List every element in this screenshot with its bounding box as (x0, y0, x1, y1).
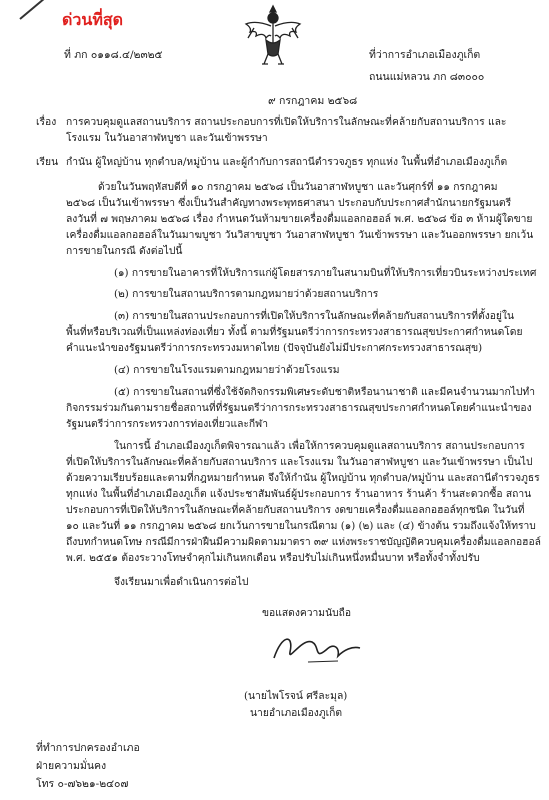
signatory-name: (นายไพโรจน์ ศรีละมุล) (244, 690, 348, 702)
signature-image (268, 628, 364, 668)
para2-line: ที่เปิดให้บริการในลักษณะที่คล้ายกับสถานบริการ และโรงแรม ในวันอาสาฬหบูชา และวันเข้าพรรษา เป็นไป (66, 456, 533, 468)
salutation-label: เรียน (36, 156, 59, 168)
list-item-cont: คำแนะนำของรัฐมนตรีว่าการกระทรวงมหาดไทย (ปัจจุบันยังไม่มีประกาศกระทรวงสาธารณสุข) (66, 342, 483, 354)
garuda-emblem-icon (242, 2, 304, 70)
list-item: (๓) การขายในสถานประกอบการที่เปิดให้บริการในลักษณะที่คล้ายกับสถานบริการที่ตั้งอยู่ใน (114, 310, 515, 322)
para2-line: ด้วยความเรียบร้อยและตามที่กฎหมายกำหนด จึงให้กำนัน ผู้ใหญ่บ้าน ทุกตำบล/หมู่บ้าน และสถานีตำรวจภูธร (66, 472, 540, 484)
subject-line-2: โรงแรม ในวันอาสาฬหบูชา และวันเข้าพรรษา (66, 132, 268, 144)
urgent-stroke (19, 0, 54, 20)
urgency-stamp: ด่วนที่สุด (62, 10, 124, 29)
para1-line: การขายในกรณี ดังต่อไปนี้ (66, 245, 183, 257)
para2-line: ประกอบการที่เปิดให้บริการในลักษณะที่คล้ายกับสถานบริการ งดขายเครื่องดื่มแอลกอฮอล์ทุกชนิด ในวันที่ (66, 504, 525, 516)
regards: ขอแสดงความนับถือ (262, 607, 352, 619)
para1-line: ลงวันที่ ๗ พฤษภาคม ๒๕๖๘ เรื่อง กำหนดวันห้ามขายเครื่องดื่มแอลกอฮอล์ พ.ศ. ๒๕๖๘ ข้อ ๓ ห้ามผู้ใดขาย (66, 213, 533, 225)
footer-dept: ที่ทำการปกครองอำเภอ (36, 742, 140, 754)
para2-line: ๑๐ และวันที่ ๑๑ กรกฎาคม ๒๕๖๘ ยกเว้นการขายในกรณีตาม (๑) (๒) และ (๔) ข้างต้น รวมถึงแจ้งให้ทราบ (66, 520, 536, 532)
para2-line: ทุกแห่ง ในพื้นที่อำเภอเมืองภูเก็ต แจ้งประชาสัมพันธ์ผู้ประกอบการ ร้านอาหาร ร้านค้า ร้านสะดวกซื้อ สถาน (66, 488, 532, 500)
letter-date: ๙ กรกฎาคม ๒๕๖๘ (268, 95, 358, 107)
list-item: (๑) การขายในอาคารที่ให้บริการแก่ผู้โดยสารภายในสนามบินที่ให้บริการเที่ยวบินระหว่างประเทศ (114, 267, 537, 279)
footer-phone: โทร ๐-๗๖๒๑-๒๔๐๗ (36, 778, 129, 790)
para2-line: ถึงบทกำหนดโทษ กรณีมีการฝ่าฝืนมีความผิดตามมาตรา ๓๙ แห่งพระราชบัญญัติควบคุมเครื่องดื่มแอลกอฮอล์ (66, 536, 541, 548)
list-item: (๔) การขายในโรงแรมตามกฎหมายว่าด้วยโรงแรม (114, 364, 340, 376)
para2-line: พ.ศ. ๒๕๕๑ ต้องระวางโทษจำคุกไม่เกินหกเดือน หรือปรับไม่เกินหนึ่งหมื่นบาท หรือทั้งจำทั้งปรับ (66, 552, 480, 564)
list-item-cont: กิจกรรมร่วมกันตามรายชื่อสถานที่ที่รัฐมนตรีว่าการกระทรวงสาธารณสุขประกาศกำหนดโดยคำแนะนำของ (66, 402, 532, 414)
office-address: ถนนแม่หลวน ภก ๘๓๐๐๐ (369, 71, 485, 83)
subject-label: เรื่อง (36, 116, 57, 128)
para1-line: ด้วยในวันพฤหัสบดีที่ ๑๐ กรกฎาคม ๒๕๖๘ เป็นวันอาสาฬหบูชา และวันศุกร์ที่ ๑๑ กรกฎาคม (98, 181, 498, 193)
list-item-cont: รัฐมนตรีว่าการกระทรวงการท่องเที่ยวและกีฬา (66, 418, 268, 430)
para1-line: ๒๕๖๘ เป็นวันเข้าพรรษา ซึ่งเป็นวันสำคัญทางพระพุทธศาสนา ประกอบกับประกาศสำนักนายกรัฐมนตรี (66, 197, 512, 209)
closing-line: จึงเรียนมาเพื่อดำเนินการต่อไป (114, 576, 249, 588)
salutation-text: กำนัน ผู้ใหญ่บ้าน ทุกตำบล/หมู่บ้าน และผู้กำกับการสถานีตำรวจภูธร ทุกแห่ง ในพื้นที่อำเภอเมืองภูเก็ต (66, 156, 508, 168)
subject-line-1: การควบคุมดูแลสถานบริการ สถานประกอบการที่เปิดให้บริการในลักษณะที่คล้ายกับสถานบริการ และ (66, 116, 507, 128)
list-item-cont: พื้นที่หรือบริเวณที่เป็นแหล่งท่องเที่ยว ทั้งนี้ ตามที่รัฐมนตรีว่าการกระทรวงสาธารณสุขประกาศกำหนดโดย (66, 326, 523, 338)
para1-line: เครื่องดื่มแอลกอฮอล์ในวันมาฆบูชา วันวิสาขบูชา วันอาสาฬหบูชา วันเข้าพรรษา และวันออกพรรษา ยกเว้น (66, 229, 534, 241)
list-item: (๕) การขายในสถานที่ซึ่งใช้จัดกิจกรรมพิเศษระดับชาติหรือนานาชาติ และมีคนจำนวนมากไปทำ (114, 386, 536, 398)
reference-number: ที่ ภก ๐๑๑๘.๔/๒๓๒๕ (64, 49, 163, 61)
signatory-position: นายอำเภอเมืองภูเก็ต (250, 707, 343, 719)
list-item: (๒) การขายในสถานบริการตามกฎหมายว่าด้วยสถานบริการ (114, 288, 379, 300)
para2-line: ในการนี้ อำเภอเมืองภูเก็ตพิจารณาแล้ว เพื่อให้การควบคุมดูแลสถานบริการ สถานประกอบการ (114, 440, 525, 452)
office-name: ที่ว่าการอำเภอเมืองภูเก็ต (369, 49, 481, 61)
footer-section: ฝ่ายความมั่นคง (36, 760, 107, 772)
